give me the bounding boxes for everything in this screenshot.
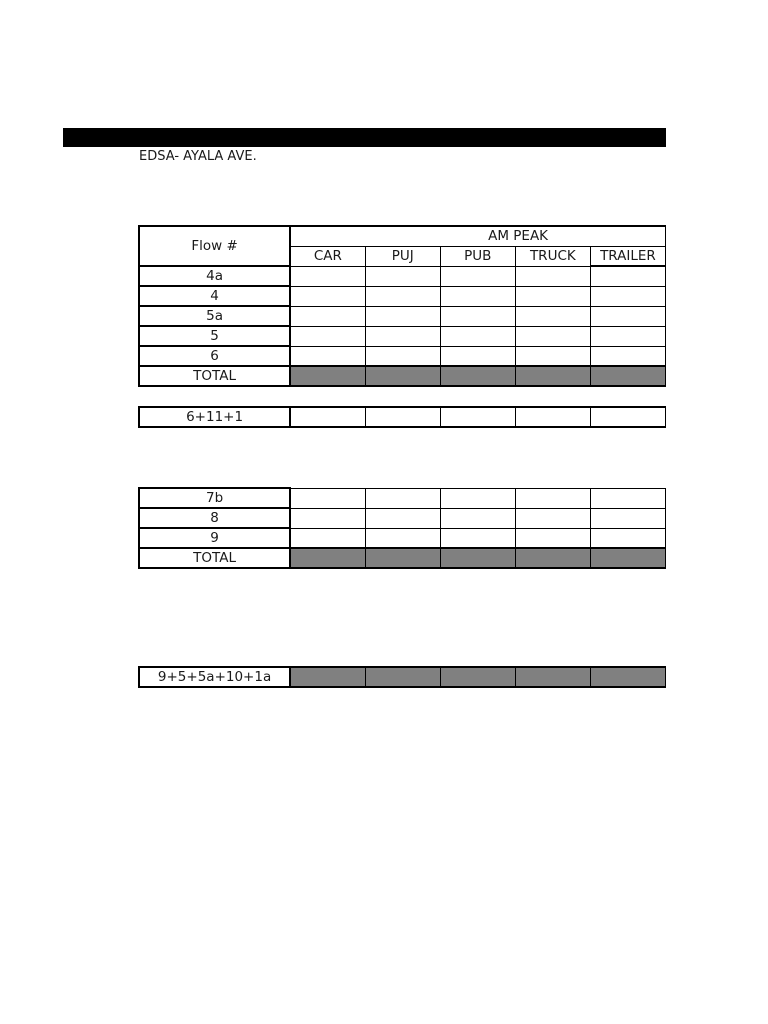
table-row (139, 508, 666, 528)
sum-label: 9+5+5a+10+1a (139, 667, 290, 687)
cell[interactable] (365, 266, 440, 286)
cell[interactable] (590, 488, 665, 508)
cell[interactable] (365, 306, 440, 326)
row-label: 7b (139, 488, 290, 508)
cell[interactable] (290, 286, 365, 306)
cell[interactable] (290, 488, 365, 508)
sum-row (139, 667, 666, 687)
cell[interactable] (515, 488, 590, 508)
header-bar (63, 128, 666, 147)
total-row (139, 548, 666, 568)
table-row (139, 528, 666, 548)
cell[interactable] (290, 346, 365, 366)
cell[interactable] (590, 407, 665, 427)
total-cell (290, 366, 365, 386)
cell[interactable] (365, 488, 440, 508)
sum-cell (440, 667, 515, 687)
row-label: 6 (139, 346, 290, 366)
cell[interactable] (290, 266, 365, 286)
cell[interactable] (365, 508, 440, 528)
cell[interactable] (590, 306, 665, 326)
total-cell (290, 548, 365, 568)
table-row (139, 306, 666, 326)
cell[interactable] (440, 488, 515, 508)
period-header: AM PEAK (290, 226, 665, 246)
row-label: 9 (139, 528, 290, 548)
cell[interactable] (290, 528, 365, 548)
sum-cell (590, 667, 665, 687)
flow-table-2 (138, 487, 666, 569)
cell[interactable] (515, 528, 590, 548)
sum-cell (515, 667, 590, 687)
sum-cell (365, 667, 440, 687)
col-header-puj: PUJ (365, 246, 440, 266)
cell[interactable] (515, 508, 590, 528)
cell[interactable] (590, 286, 665, 306)
total-cell (515, 366, 590, 386)
cell[interactable] (290, 306, 365, 326)
cell[interactable] (290, 508, 365, 528)
row-label: 5 (139, 326, 290, 346)
total-cell (365, 548, 440, 568)
table-row (139, 346, 666, 366)
cell[interactable] (590, 346, 665, 366)
table-row (139, 488, 666, 508)
total-label: TOTAL (139, 548, 290, 568)
cell[interactable] (440, 508, 515, 528)
cell[interactable] (290, 326, 365, 346)
table-row (139, 266, 666, 286)
cell[interactable] (365, 326, 440, 346)
cell[interactable] (515, 326, 590, 346)
cell[interactable] (290, 407, 365, 427)
col-header-trailer: TRAILER (590, 246, 665, 266)
sum-label: 6+11+1 (139, 407, 290, 427)
location-title: EDSA- AYALA AVE. (139, 149, 257, 164)
sum-cell (290, 667, 365, 687)
sum-table-1 (138, 406, 666, 428)
total-cell (365, 366, 440, 386)
cell[interactable] (440, 346, 515, 366)
row-label: 5a (139, 306, 290, 326)
flow-table-1 (138, 225, 666, 387)
cell[interactable] (365, 407, 440, 427)
col-header-truck: TRUCK (515, 246, 590, 266)
flow-header: Flow # (139, 226, 290, 266)
cell[interactable] (515, 306, 590, 326)
cell[interactable] (590, 266, 665, 286)
sum-table-2 (138, 666, 666, 688)
cell[interactable] (590, 528, 665, 548)
cell[interactable] (515, 286, 590, 306)
sum-row (139, 407, 666, 427)
cell[interactable] (515, 266, 590, 286)
cell[interactable] (440, 266, 515, 286)
cell[interactable] (440, 306, 515, 326)
total-cell (590, 548, 665, 568)
cell[interactable] (440, 407, 515, 427)
total-row (139, 366, 666, 386)
total-cell (515, 548, 590, 568)
cell[interactable] (365, 286, 440, 306)
cell[interactable] (590, 326, 665, 346)
cell[interactable] (440, 528, 515, 548)
cell[interactable] (365, 528, 440, 548)
total-cell (590, 366, 665, 386)
cell[interactable] (365, 346, 440, 366)
cell[interactable] (440, 326, 515, 346)
col-header-pub: PUB (440, 246, 515, 266)
total-cell (440, 366, 515, 386)
total-cell (440, 548, 515, 568)
row-label: 4 (139, 286, 290, 306)
cell[interactable] (515, 407, 590, 427)
col-header-car: CAR (290, 246, 365, 266)
cell[interactable] (590, 508, 665, 528)
total-label: TOTAL (139, 366, 290, 386)
table-row (139, 326, 666, 346)
cell[interactable] (440, 286, 515, 306)
cell[interactable] (515, 346, 590, 366)
table-row (139, 286, 666, 306)
row-label: 8 (139, 508, 290, 528)
row-label: 4a (139, 266, 290, 286)
